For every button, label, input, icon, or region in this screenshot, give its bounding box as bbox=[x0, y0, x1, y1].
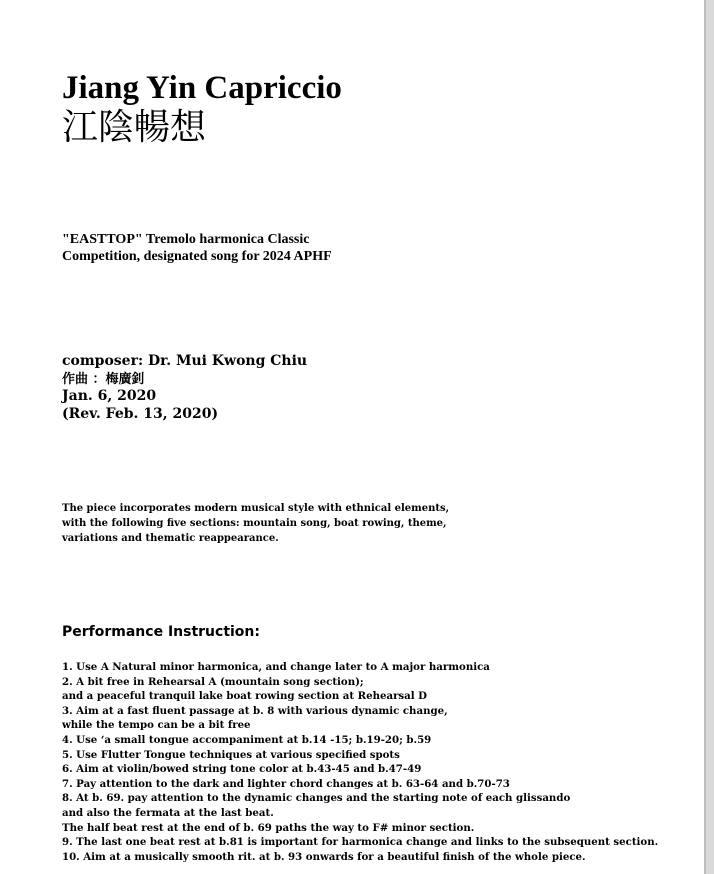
instruction-line: 10. Aim at a musically smooth rit. at b. 93 onwards for a beautiful finish of the whole piece. bbox=[62, 850, 586, 863]
description-line: with the following five sections: mountain song, boat rowing, theme, bbox=[62, 518, 447, 529]
instruction-line: 8. At b. 69. pay attention to the dynamic changes and the starting note of each glissando bbox=[62, 792, 571, 805]
instruction-line: 2. A bit free in Rehearsal A (mountain song section); bbox=[62, 675, 364, 688]
composition-date: Jan. 6, 2020 bbox=[62, 388, 157, 404]
instruction-line: and also the fermata at the last beat. bbox=[62, 806, 274, 819]
page-shadow bbox=[704, 0, 706, 874]
description-line: variations and thematic reappearance. bbox=[62, 533, 279, 544]
composer-name: composer: Dr. Mui Kwong Chiu bbox=[62, 353, 308, 369]
piece-title: Jiang Yin Capriccio bbox=[62, 70, 342, 106]
instruction-line: 6. Aim at violin/bowed string tone color at b.43-45 and b.47-49 bbox=[62, 763, 422, 776]
instruction-line: 1. Use A Natural minor harmonica, and change later to A major harmonica bbox=[62, 661, 490, 673]
instruction-line: 7. Pay attention to the dark and lighter chord changes at b. 63-64 and b.70-73 bbox=[62, 777, 510, 790]
performance-heading: Performance Instruction: bbox=[62, 624, 260, 640]
piece-title-chinese: 江陰暢想 bbox=[62, 107, 207, 148]
instruction-line: and a peaceful tranquil lake boat rowing section at Rehearsal D bbox=[62, 690, 428, 703]
competition-subtitle bbox=[62, 231, 332, 265]
instruction-line: 5. Use Flutter Tongue techniques at various specified spots bbox=[62, 748, 400, 761]
piece-description bbox=[62, 501, 449, 546]
composer-info bbox=[62, 353, 307, 423]
instruction-line: 4. Use ‘a small tongue accompaniment at b.14 -15; b.19-20; b.59 bbox=[62, 733, 432, 746]
instruction-list bbox=[62, 660, 658, 864]
subtitle-line-2: Competition, designated song for 2024 APHF bbox=[62, 249, 332, 264]
instruction-line: 9. The last one beat rest at b.81 is important for harmonica change and links to the subsequent section. bbox=[62, 836, 659, 849]
subtitle-line-1: "EASTTOP" Tremolo harmonica Classic bbox=[62, 232, 310, 247]
instruction-line: 3. Aim at a fast fluent passage at b. 8 with various dynamic change, bbox=[62, 704, 448, 717]
revision-date: (Rev. Feb. 13, 2020) bbox=[62, 405, 219, 422]
instruction-line: The half beat rest at the end of b. 69 paths the way to F# minor section. bbox=[62, 821, 475, 834]
instruction-line: while the tempo can be a bit free bbox=[62, 719, 251, 732]
composer-name-chinese: 作曲 ：梅廣釗 bbox=[62, 371, 145, 387]
description-line: The piece incorporates modern musical style with ethnical elements, bbox=[62, 503, 450, 514]
